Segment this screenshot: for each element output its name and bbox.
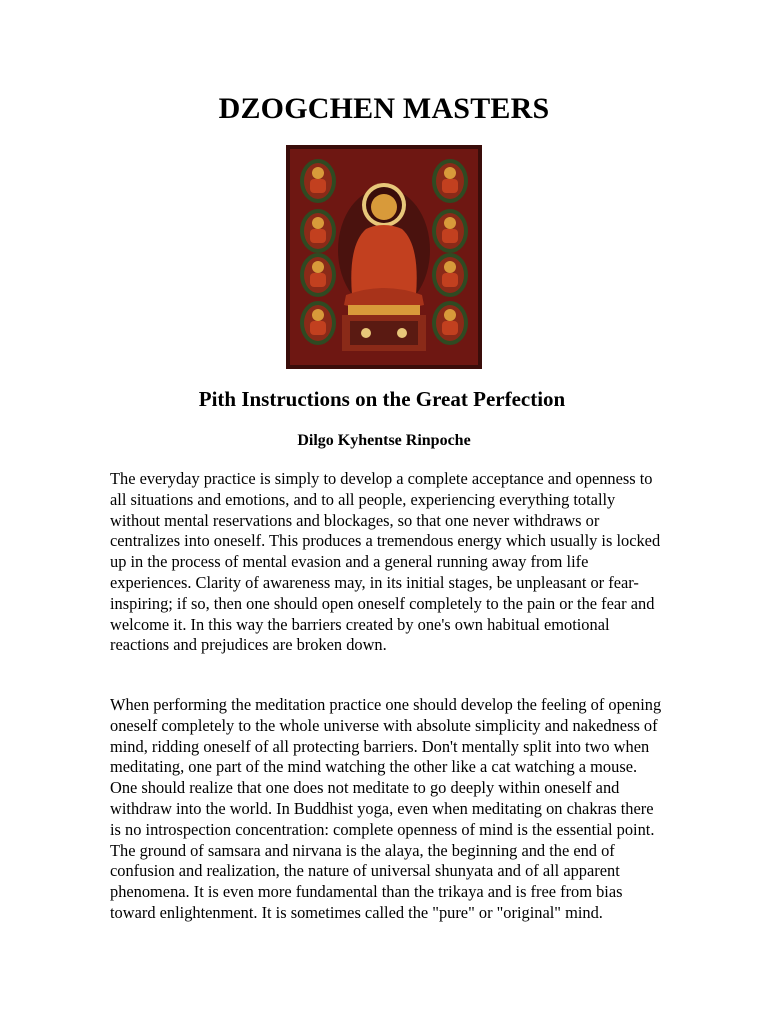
page-title: DZOGCHEN MASTERS	[218, 92, 550, 125]
paragraph: When performing the meditation practice one should develop the feeling of opening oneself completely to the whole universe with absolute simplicity and nakedness of mind, ridding oneself of all protecting barriers. Don't mentally split into two when meditating, one part of the mind watching the other like a cat watching a mouse. One should realize that one does not meditate to go deeply within oneself and withdraw into the world. In Buddhist yoga, even when meditating on chakras there is no introspection concentration: complete openness of mind is the essential point. The ground of samsara and nirvana is the alaya, the beginning and the end of confusion and realization, the nature of universal shunyata and of all apparent phenomena. It is even more fundamental than the trikaya and is free from bias toward enlightenment. It is sometimes called the "pure" or "original" mind.	[110, 695, 662, 922]
author-name: Dilgo Kyhentse Rinpoche	[297, 432, 471, 449]
document-subtitle: Pith Instructions on the Great Perfection	[198, 387, 566, 411]
buddha-thangka-image	[286, 145, 482, 369]
paragraph: The everyday practice is simply to develop a complete acceptance and openness to all situations and emotions, and to all people, experiencing everything totally without mental reservations and blockages, so that one never withdraws or centralizes into oneself. This produces a tremendous energy which usually is locked up in the process of mental evasion and a general running away from life experiences. Clarity of awareness may, in its initial stages, be unpleasant or fear-inspiring; if so, then one should open oneself completely to the pain or the fear and welcome it. In this way the barriers created by one's own habitual emotional reactions and prejudices are broken down.	[110, 469, 661, 655]
central-buddha-figure	[338, 183, 430, 351]
